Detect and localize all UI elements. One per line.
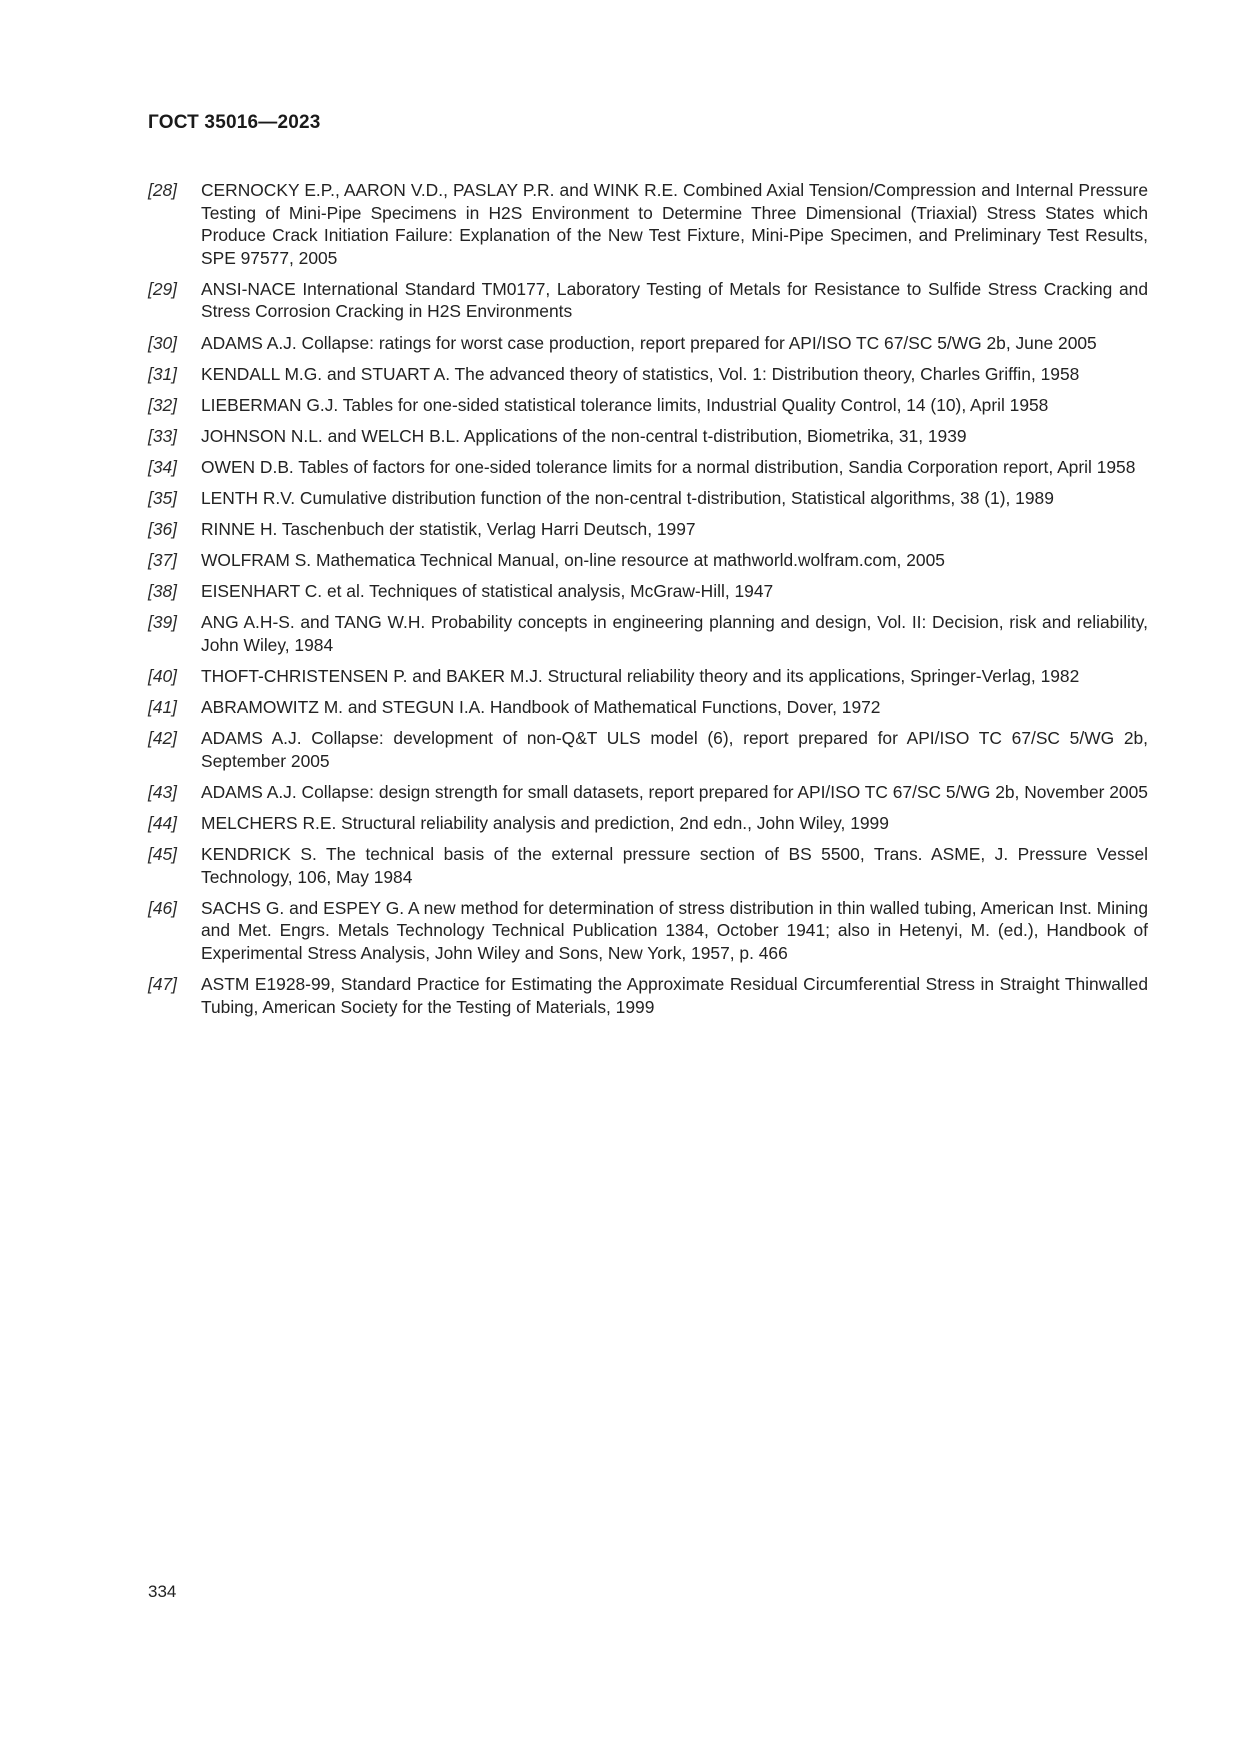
reference-number: [43] xyxy=(148,781,178,802)
reference-text: THOFT-CHRISTENSEN P. and BAKER M.J. Structural reliability theory and its applications, Springer-Verlag, 1982 xyxy=(201,666,1080,687)
reference-text: RINNE H. Taschenbuch der statistik, Verlag Harri Deutsch, 1997 xyxy=(201,519,696,540)
reference-item-31 xyxy=(148,363,1148,386)
reference-number: [29] xyxy=(148,278,178,299)
reference-number: [33] xyxy=(148,425,178,446)
reference-number: [31] xyxy=(148,363,178,384)
reference-text: OWEN D.B. Tables of factors for one-sided tolerance limits for a normal distribution, Sandia Corporation report, April 1958 xyxy=(201,456,1136,477)
reference-text: ADAMS A.J. Collapse: ratings for worst case production, report prepared for API/ISO TC 67/SC 5/WG 2b, June 2005 xyxy=(201,332,1097,353)
reference-item-45 xyxy=(148,843,1148,888)
reference-text: ABRAMOWITZ M. and STEGUN I.A. Handbook of Mathematical Functions, Dover, 1972 xyxy=(201,697,881,718)
reference-number: [28] xyxy=(148,180,178,200)
reference-item-41 xyxy=(148,696,1148,719)
reference-list xyxy=(148,179,1148,1027)
reference-number: [32] xyxy=(148,394,178,415)
reference-number: [41] xyxy=(148,697,178,718)
reference-item-46 xyxy=(148,897,1148,965)
reference-text: SACHS G. and ESPEY G. A new method for determination of stress distribution in thin walled tubing, American Inst. Mining and Met. Engrs. Metals Technology Technical Publication 1384, October 1941; also in Hetenyi, M. (ed.), Handbook of Experimental Stress Analysis, John Wiley and Sons, New York, 1957, p. 466 xyxy=(201,897,1148,964)
reference-number: [30] xyxy=(148,332,178,353)
reference-number: [38] xyxy=(148,581,178,602)
reference-item-44 xyxy=(148,812,1148,835)
reference-item-37 xyxy=(148,549,1148,572)
reference-number: [34] xyxy=(148,456,178,477)
reference-item-38 xyxy=(148,580,1148,603)
reference-item-39 xyxy=(148,611,1148,656)
reference-item-43 xyxy=(148,781,1148,804)
page-number: 334 xyxy=(148,1582,177,1601)
reference-item-28 xyxy=(148,179,1148,269)
reference-text: LIEBERMAN G.J. Tables for one-sided statistical tolerance limits, Industrial Quality Control, 14 (10), April 1958 xyxy=(201,394,1049,415)
reference-text: CERNOCKY E.P., AARON V.D., PASLAY P.R. and WINK R.E. Combined Axial Tension/Compression and Internal Pressure Testing of Mini-Pipe Specimens in H2S Environment to Determine Three Dimensional (Triaxial) Stress States which Produce Crack Initiation Failure: Explanation of the New Test Fixture, Mini-Pipe Specimen, and Preliminary Test Results, SPE 97577, 2005 xyxy=(201,180,1148,268)
reference-text: KENDALL M.G. and STUART A. The advanced theory of statistics, Vol. 1: Distribution theory, Charles Griffin, 1958 xyxy=(201,363,1080,384)
reference-number: [44] xyxy=(148,813,178,834)
reference-item-33 xyxy=(148,425,1148,448)
reference-number: [40] xyxy=(148,666,178,687)
reference-item-35 xyxy=(148,487,1148,510)
reference-text: JOHNSON N.L. and WELCH B.L. Applications of the non-central t-distribution, Biometrika, 31, 1939 xyxy=(201,425,967,446)
reference-number: [36] xyxy=(148,519,178,540)
reference-item-29 xyxy=(148,278,1148,323)
reference-item-40 xyxy=(148,665,1148,688)
reference-item-34 xyxy=(148,456,1148,479)
reference-text: LENTH R.V. Cumulative distribution function of the non-central t-distribution, Statistical algorithms, 38 (1), 1989 xyxy=(201,488,1054,509)
reference-text: ADAMS A.J. Collapse: design strength for small datasets, report prepared for API/ISO TC 67/SC 5/WG 2b, November 2005 xyxy=(201,781,1148,802)
reference-item-32 xyxy=(148,394,1148,417)
reference-item-42 xyxy=(148,727,1148,772)
reference-item-30 xyxy=(148,332,1148,355)
reference-number: [35] xyxy=(148,488,178,509)
reference-text: ADAMS A.J. Collapse: development of non-Q&T ULS model (6), report prepared for API/ISO TC 67/SC 5/WG 2b, September 2005 xyxy=(201,728,1148,771)
reference-text: EISENHART C. et al. Techniques of statistical analysis, McGraw-Hill, 1947 xyxy=(201,581,774,602)
reference-number: [42] xyxy=(148,728,178,749)
reference-text: KENDRICK S. The technical basis of the external pressure section of BS 5500, Trans. ASME, J. Pressure Vessel Technology, 106, May 1984 xyxy=(201,844,1148,887)
reference-text: ANSI-NACE International Standard TM0177, Laboratory Testing of Metals for Resistance to Sulfide Stress Cracking and Stress Corrosion Cracking in H2S Environments xyxy=(201,278,1148,322)
reference-number: [45] xyxy=(148,844,178,865)
reference-text: ASTM E1928-99, Standard Practice for Estimating the Approximate Residual Circumferential Stress in Straight Thinwalled Tubing, American Society for the Testing of Materials, 1999 xyxy=(201,974,1148,1017)
reference-number: [46] xyxy=(148,897,178,918)
reference-text: WOLFRAM S. Mathematica Technical Manual, on-line resource at mathworld.wolfram.com, 2005 xyxy=(201,550,945,571)
reference-item-47 xyxy=(148,973,1148,1018)
reference-text: MELCHERS R.E. Structural reliability analysis and prediction, 2nd edn., John Wiley, 1999 xyxy=(201,813,889,834)
page-header-standard-code: ГОСТ 35016—2023 xyxy=(148,112,321,133)
reference-number: [37] xyxy=(148,550,178,571)
reference-number: [47] xyxy=(148,974,178,995)
reference-text: ANG A.H-S. and TANG W.H. Probability concepts in engineering planning and design, Vol. II: Decision, risk and reliability, John Wiley, 1984 xyxy=(201,612,1148,655)
reference-number: [39] xyxy=(148,612,178,633)
reference-item-36 xyxy=(148,518,1148,541)
